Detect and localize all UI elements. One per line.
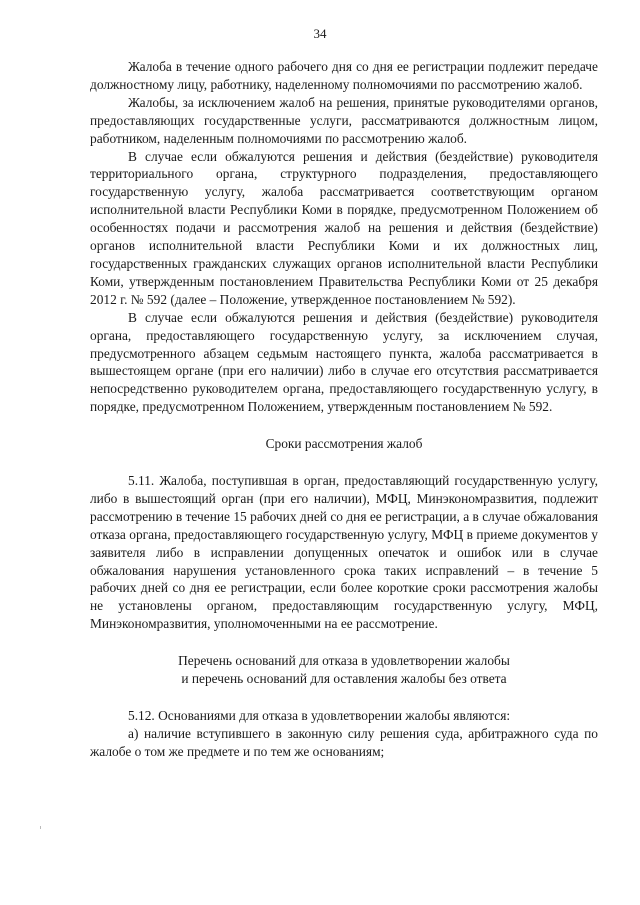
paragraph-5-11: 5.11. Жалоба, поступившая в орган, предоставляющий государственную услугу, либо в вышестоящий орган (при его наличии), МФЦ, Минэкономразвития, подлежит рассмотрению в течение 15 рабочих дней со дня ее регистрации, а в случае обжалования отказа органа, предоставляющего государственную услугу, МФЦ в приеме документов у заявителя либо в исправлении допущенных опечаток и ошибок или в случае обжалования нарушения установленного срока таких исправлений – в течение 5 рабочих дней со дня ее регистрации, если более короткие сроки рассмотрения жалобы не установлены органом, предоставляющим государственную услугу, МФЦ, Минэкономразвития, уполномоченными на ее рассмотрение. <box>90 473 598 632</box>
document-body <box>90 58 598 761</box>
section-heading-line-2: и перечень оснований для оставления жалобы без ответа <box>181 671 507 687</box>
section-heading-review-terms: Сроки рассмотрения жалоб <box>265 436 423 452</box>
paragraph-territorial-body: В случае если обжалуются решения и действия (бездействие) руководителя территориального органа, структурного подразделения, предоставляющего государственную услугу, жалоба рассматривается соответствующим органом исполнительной власти Республики Коми в порядке, предусмотренном Положением об особенностях подачи и рассмотрения жалоб на решения и действия (бездействие) органов исполнительной власти Республики Коми и их должностных лиц, государственных гражданских служащих органов исполнительной власти Республики Коми, утвержденным постановлением Правительства Республики Коми от 25 декабря 2012 г. № 592 (далее – Положение, утвержденное постановлением № 592). <box>90 148 598 307</box>
section-heading-refusal-grounds <box>90 652 598 688</box>
paragraph-registration: Жалоба в течение одного рабочего дня со дня ее регистрации подлежит передаче должностному лицу, работнику, наделенному полномочиями по рассмотрению жалоб. <box>90 59 598 92</box>
paragraph-5-12: 5.12. Основаниями для отказа в удовлетворении жалобы являются: <box>128 708 511 723</box>
paragraph-5-12-a: а) наличие вступившего в законную силу решения суда, арбитражного суда по жалобе о том же предмете и по тем же основаниям; <box>90 725 598 759</box>
scan-mark <box>40 826 41 829</box>
paragraph-complaint-review: Жалобы, за исключением жалоб на решения, принятые руководителями органов, предоставляющих государственные услуги, рассматриваются должностным лицом, работником, наделенным полномочиями по рассмотрению жалоб. <box>90 94 598 146</box>
paragraph-head-of-body: В случае если обжалуются решения и действия (бездействие) руководителя органа, предоставляющего государственную услугу, за исключением случая, предусмотренного абзацем седьмым настоящего пункта, жалоба рассматривается в вышестоящем органе (при его наличии) либо в случае его отсутствия рассматривается непосредственно руководителем органа, предоставляющего государственную услугу, в порядке, предусмотренном Положением, утвержденным постановлением № 592. <box>90 309 598 415</box>
section-heading-line-1: Перечень оснований для отказа в удовлетворении жалобы <box>178 653 510 669</box>
page-number: 34 <box>313 26 327 41</box>
